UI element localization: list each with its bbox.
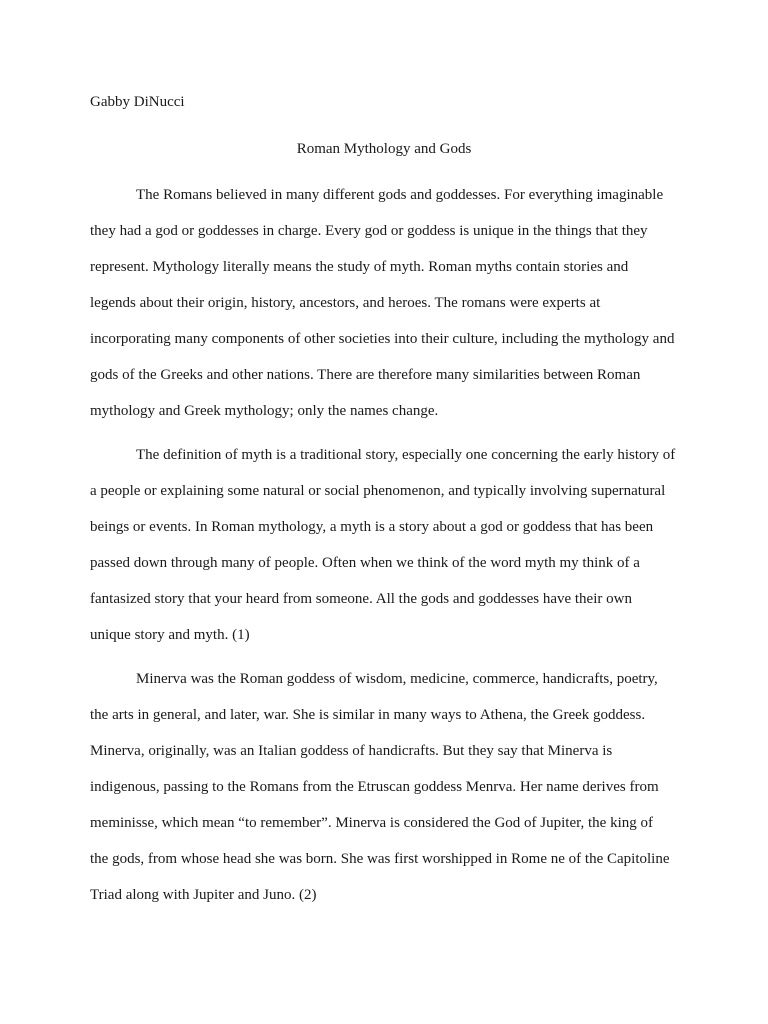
- paragraph-line: the gods, from whose head she was born. She was first worshipped in Rome ne of the Capitoline: [90, 851, 670, 867]
- paragraph-line: Minerva was the Roman goddess of wisdom, medicine, commerce, handicrafts, poetry,: [136, 671, 658, 687]
- document-title: Roman Mythology and Gods: [296, 141, 472, 157]
- paragraph-line: meminisse, which mean “to remember”. Minerva is considered the God of Jupiter, the king of: [90, 815, 653, 831]
- paragraph-line: passed down through many of people. Often when we think of the word myth my think of a: [90, 555, 640, 571]
- paragraph-line: gods of the Greeks and other nations. There are therefore many similarities between Roman: [90, 367, 641, 383]
- author-name: Gabby DiNucci: [90, 94, 185, 110]
- paragraph-myth-definition: [90, 445, 690, 661]
- paragraph-line: incorporating many components of other societies into their culture, including the mythology and: [90, 331, 675, 347]
- paragraph-line: mythology and Greek mythology; only the names change.: [90, 403, 439, 419]
- paragraph-line: represent. Mythology literally means the study of myth. Roman myths contain stories and: [90, 259, 629, 275]
- paragraph-line: The Romans believed in many different gods and goddesses. For everything imaginable: [136, 187, 664, 203]
- paragraph-line: indigenous, passing to the Romans from the Etruscan goddess Menrva. Her name derives from: [90, 779, 659, 795]
- paragraph-line: Triad along with Jupiter and Juno. (2): [90, 887, 317, 903]
- paragraph-line: legends about their origin, history, ancestors, and heroes. The romans were experts at: [90, 295, 601, 311]
- paragraph-romans-gods: [90, 185, 690, 437]
- paragraph-line: the arts in general, and later, war. She is similar in many ways to Athena, the Greek goddess.: [90, 707, 646, 723]
- paragraph-line: fantasized story that your heard from someone. All the gods and goddesses have their own: [90, 591, 632, 607]
- paragraph-line: they had a god or goddesses in charge. Every god or goddess is unique in the things that they: [90, 223, 648, 239]
- paragraph-line: unique story and myth. (1): [90, 627, 250, 643]
- paragraph-line: The definition of myth is a traditional story, especially one concerning the early history of: [136, 447, 676, 463]
- paragraph-line: a people or explaining some natural or social phenomenon, and typically involving supernatural: [90, 483, 666, 499]
- paragraph-line: Minerva, originally, was an Italian goddess of handicrafts. But they say that Minerva is: [90, 743, 613, 759]
- paragraph-minerva: [90, 669, 690, 921]
- paragraph-line: beings or events. In Roman mythology, a myth is a story about a god or goddess that has been: [90, 519, 654, 535]
